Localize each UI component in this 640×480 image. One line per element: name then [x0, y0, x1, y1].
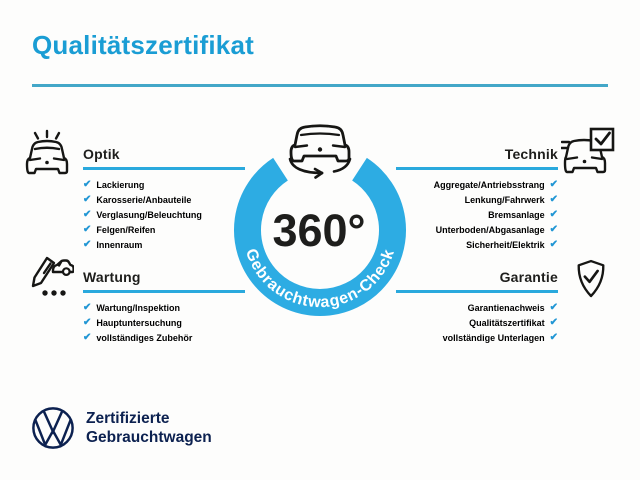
- checklist-garantie: [396, 303, 558, 343]
- check-item: [396, 240, 558, 250]
- section-optik: [83, 146, 245, 255]
- check-item-label: Verglasung/Beleuchtung: [96, 209, 202, 220]
- check-item-label: Wartung/Inspektion: [96, 302, 181, 313]
- check-item: [396, 303, 558, 313]
- section-underline: [396, 290, 558, 293]
- check-item: [396, 318, 558, 328]
- check-icon: ✔: [549, 238, 558, 250]
- check-item-label: Bremsanlage: [488, 209, 545, 220]
- section-underline: [83, 290, 245, 293]
- check-item: [396, 210, 558, 220]
- service-note-pen-icon: [28, 256, 74, 307]
- footer-brand-text: [86, 409, 212, 447]
- check-item: [83, 225, 245, 235]
- check-icon: ✔: [83, 331, 92, 343]
- check-icon: ✔: [549, 193, 558, 205]
- page-title: Qualitätszertifikat: [32, 30, 254, 60]
- check-item-label: Hauptuntersuchung: [96, 317, 182, 328]
- check-item: [83, 210, 245, 220]
- section-title: Technik: [504, 146, 558, 162]
- car-shine-icon: [24, 129, 70, 182]
- check-item-label: Felgen/Reifen: [96, 224, 156, 235]
- check-item: [83, 333, 245, 343]
- check-icon: ✔: [83, 193, 92, 205]
- check-item-label: Karosserie/Anbauteile: [96, 194, 192, 205]
- check-icon: ✔: [549, 223, 558, 235]
- check-item-label: Qualitätszertifikat: [469, 317, 545, 328]
- checklist-technik: [396, 180, 558, 250]
- 360-check-medallion: [230, 116, 410, 325]
- section-title: Wartung: [83, 269, 141, 285]
- vw-logo: [31, 406, 75, 455]
- check-icon: ✔: [83, 223, 92, 235]
- check-icon: ✔: [83, 208, 92, 220]
- check-icon: ✔: [83, 316, 92, 328]
- section-title: Optik: [83, 146, 120, 162]
- check-icon: ✔: [549, 208, 558, 220]
- ring-label: Gebrauchtwagen-Check: [241, 246, 399, 312]
- check-item-label: Sicherheit/Elektrik: [466, 239, 545, 250]
- footer-line1: Zertifizierte: [86, 410, 170, 427]
- check-item-label: Lenkung/Fahrwerk: [464, 194, 545, 205]
- check-item-label: Innenraum: [96, 239, 143, 250]
- title-divider: [32, 84, 608, 87]
- check-item: [83, 318, 245, 328]
- check-icon: ✔: [83, 238, 92, 250]
- check-item: [396, 195, 558, 205]
- check-item: [396, 225, 558, 235]
- section-underline: [396, 167, 558, 170]
- check-item-label: Unterboden/Abgasanlage: [435, 224, 545, 235]
- check-item: [83, 303, 245, 313]
- shield-check-icon: [574, 259, 608, 304]
- footer-line2: Gebrauchtwagen: [86, 429, 212, 446]
- section-garantie: [396, 269, 558, 348]
- check-icon: ✔: [549, 178, 558, 190]
- check-icon: ✔: [549, 316, 558, 328]
- check-item-label: Lackierung: [96, 179, 145, 190]
- section-underline: [83, 167, 245, 170]
- check-icon: ✔: [83, 178, 92, 190]
- check-item: [83, 180, 245, 190]
- check-item: [396, 333, 558, 343]
- check-item: [83, 195, 245, 205]
- check-item-label: Garantienachweis: [467, 302, 545, 313]
- checklist-optik: [83, 180, 245, 250]
- check-item-label: vollständige Unterlagen: [442, 332, 545, 343]
- check-item: [396, 180, 558, 190]
- section-wartung: [83, 269, 245, 348]
- check-icon: ✔: [549, 331, 558, 343]
- check-icon: ✔: [549, 301, 558, 313]
- checklist-wartung: [83, 303, 245, 343]
- degree-value: 360°: [272, 205, 366, 256]
- car-360-rotation-icon: [290, 126, 350, 178]
- check-icon: ✔: [83, 301, 92, 313]
- section-title: Garantie: [499, 269, 558, 285]
- section-technik: [396, 146, 558, 255]
- check-item-label: Aggregate/Antriebsstrang: [433, 179, 545, 190]
- check-item: [83, 240, 245, 250]
- car-checkbox-icon: [561, 127, 615, 182]
- check-item-label: vollständiges Zubehör: [96, 332, 193, 343]
